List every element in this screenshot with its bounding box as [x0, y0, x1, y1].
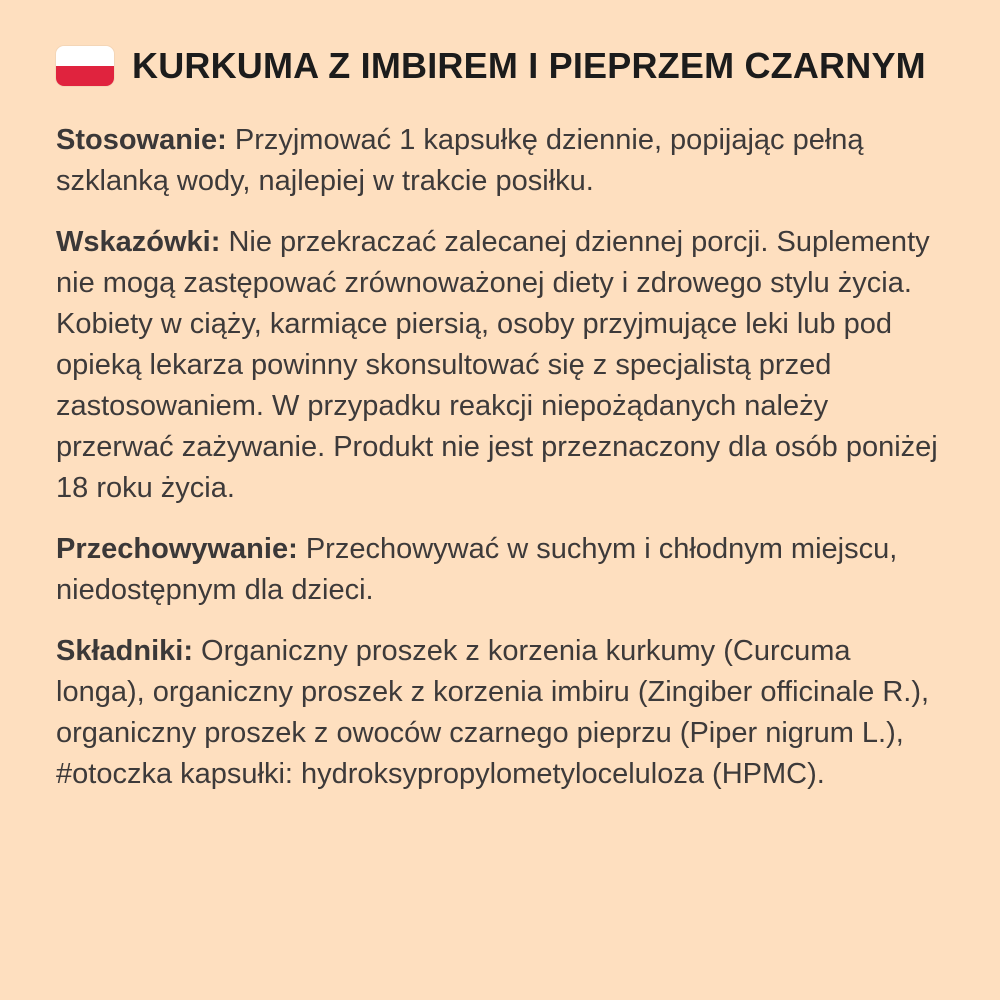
flag-white-stripe — [56, 46, 114, 66]
ingredients-text: Organiczny proszek z korzenia kurkumy (Curcuma longa), organiczny proszek z korzenia imbiru (Zingiber officinale R.), organiczny proszek z owoców czarnego pieprzu (Piper nigrum L.), #otoczka kapsułki: hydroksypropylometyloceluloza (HPMC). — [56, 635, 930, 790]
usage-section — [56, 120, 944, 202]
usage-label: Stosowanie: — [56, 124, 235, 156]
ingredients-section — [56, 631, 944, 795]
storage-label: Przechowywanie: — [56, 533, 306, 565]
ingredients-label: Składniki: — [56, 635, 202, 667]
page-title: KURKUMA Z IMBIREM I PIEPRZEM CZARNYM — [132, 45, 926, 86]
guidance-section — [56, 222, 944, 509]
poland-flag-icon — [56, 46, 114, 86]
guidance-label: Wskazówki: — [56, 226, 229, 258]
usage-text: Przyjmować 1 kapsułkę dziennie, popijając pełną szklanką wody, najlepiej w trakcie posiłku. — [56, 124, 864, 197]
guidance-text: Nie przekraczać zalecanej dziennej porcji. Suplementy nie mogą zastępować zrównoważonej diety i zdrowego stylu życia. Kobiety w ciąży, karmiące piersią, osoby przyjmujące leki lub pod opieką lekarza powinny skonsultować się z specjalistą przed zastosowaniem. W przypadku reakcji niepożądanych należy przerwać zażywanie. Produkt nie jest przeznaczony dla osób poniżej 18 roku życia. — [56, 226, 938, 504]
header — [56, 42, 944, 90]
flag-red-stripe — [56, 66, 114, 86]
storage-text: Przechowywać w suchym i chłodnym miejscu, niedostępnym dla dzieci. — [56, 533, 898, 606]
storage-section — [56, 529, 944, 611]
